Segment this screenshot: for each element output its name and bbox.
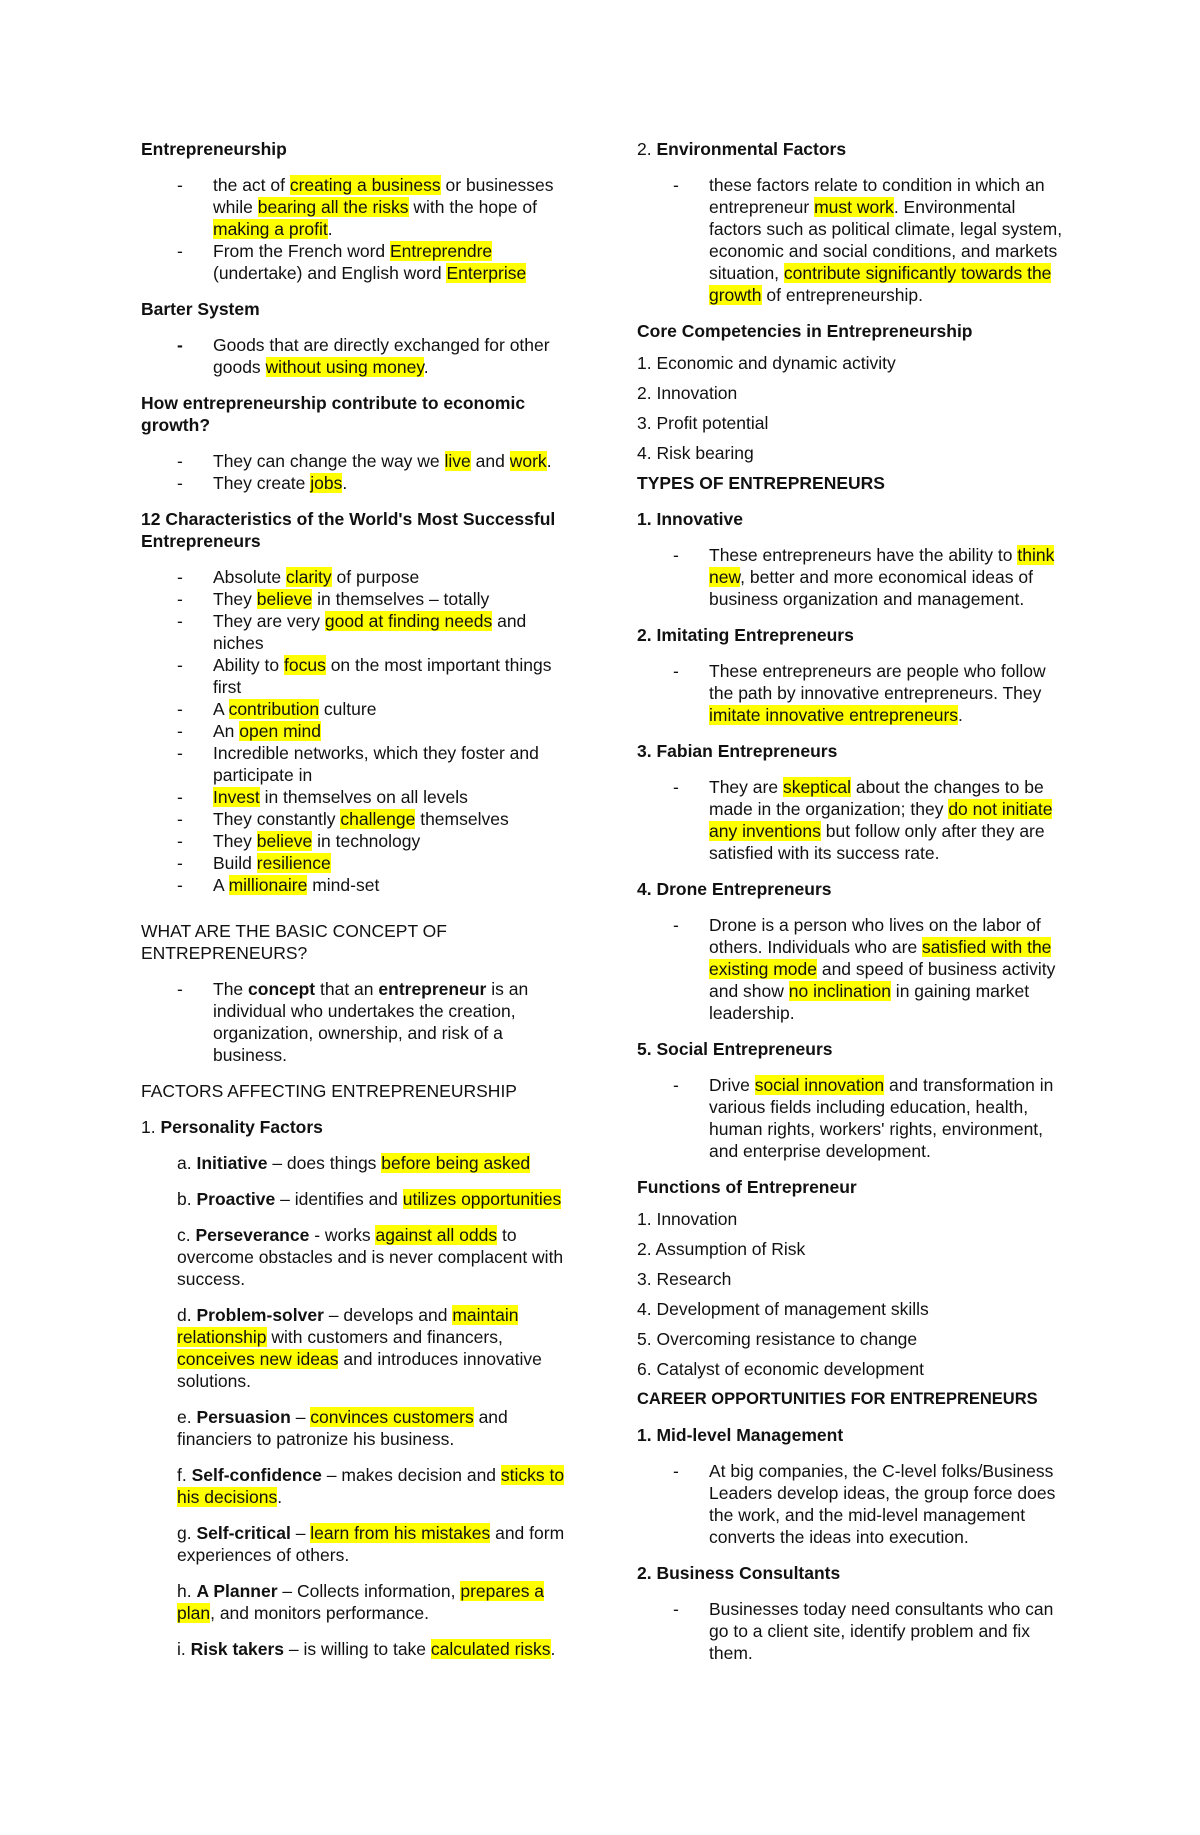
section-title-career: CAREER OPPORTUNITIES FOR ENTREPRENEURS <box>637 1390 1038 1408</box>
list-item: - A contribution culture <box>141 698 571 720</box>
list-item: - The concept that an entrepreneur is an individual who undertakes the creation, organization, ownership, and risk of a business. <box>141 978 571 1066</box>
barter-list <box>141 334 571 378</box>
core-item: 1. Economic and dynamic activity <box>637 353 896 373</box>
right-column <box>637 138 1067 1678</box>
core-item: 3. Profit potential <box>637 413 769 433</box>
list-item: - They are very good at finding needs and niches <box>141 610 571 654</box>
type-innovative-title: 1. Innovative <box>637 509 744 529</box>
list-item: - These entrepreneurs have the ability to think new, better and more economical ideas of business organization and management. <box>637 544 1067 610</box>
trait-item: a. Initiative – does things before being asked <box>177 1153 531 1173</box>
drone-list <box>637 914 1067 1024</box>
type-social-title: 5. Social Entrepreneurs <box>637 1039 833 1059</box>
list-item: - Drive social innovation and transformation in various fields including education, health, human rights, workers' rights, environment, and enterprise development. <box>637 1074 1067 1162</box>
trait-item: f. Self-confidence – makes decision and sticks to his decisions. <box>177 1465 565 1507</box>
social-list <box>637 1074 1067 1162</box>
list-item: - They can change the way we live and work. <box>141 450 571 472</box>
section-title-economic-growth: How entrepreneurship contribute to economic growth? <box>141 393 526 435</box>
list-item: - Incredible networks, which they foster and participate in <box>141 742 571 786</box>
environmental-list <box>637 174 1067 306</box>
innovative-list <box>637 544 1067 610</box>
list-item: - Invest in themselves on all levels <box>141 786 571 808</box>
list-item: - Goods that are directly exchanged for other goods without using money. <box>141 334 571 378</box>
type-fabian-title: 3. Fabian Entrepreneurs <box>637 741 838 761</box>
function-item: 3. Research <box>637 1269 732 1289</box>
list-item: - They create jobs. <box>141 472 571 494</box>
core-item: 2. Innovation <box>637 383 738 403</box>
list-item: - They constantly challenge themselves <box>141 808 571 830</box>
trait-item: e. Persuasion – convinces customers and financiers to patronize his business. <box>177 1407 508 1449</box>
list-item: - Drone is a person who lives on the labor of others. Individuals who are satisfied with the existing mode and speed of business activity and show no inclination in gaining market leadership. <box>637 914 1067 1024</box>
list-item: - An open mind <box>141 720 571 742</box>
type-imitating-title: 2. Imitating Entrepreneurs <box>637 625 854 645</box>
trait-item: b. Proactive – identifies and utilizes opportunities <box>177 1189 562 1209</box>
section-title-barter: Barter System <box>141 299 260 319</box>
basic-concept-heading: WHAT ARE THE BASIC CONCEPT OF ENTREPRENEURS? <box>141 921 447 963</box>
core-item: 4. Risk bearing <box>637 443 754 463</box>
section-title-characteristics: 12 Characteristics of the World's Most Successful Entrepreneurs <box>141 509 556 551</box>
function-item: 2. Assumption of Risk <box>637 1239 806 1259</box>
function-item: 6. Catalyst of economic development <box>637 1359 924 1379</box>
function-item: 5. Overcoming resistance to change <box>637 1329 918 1349</box>
section-title-entrepreneurship: Entrepreneurship <box>141 139 287 159</box>
section-title-environmental: 2. Environmental Factors <box>637 139 847 159</box>
career-mid-level-title: 1. Mid-level Management <box>637 1425 844 1445</box>
factors-heading: FACTORS AFFECTING ENTREPRENEURSHIP <box>141 1081 517 1101</box>
list-item: - They are skeptical about the changes to be made in the organization; they do not initiate any inventions but follow only after they are satisfied with its success rate. <box>637 776 1067 864</box>
list-item: - From the French word Entreprendre (undertake) and English word Enterprise <box>141 240 571 284</box>
entrepreneurship-list <box>141 174 571 284</box>
fabian-list <box>637 776 1067 864</box>
list-item: - A millionaire mind-set <box>141 874 571 896</box>
list-item: - Build resilience <box>141 852 571 874</box>
list-item: - Absolute clarity of purpose <box>141 566 571 588</box>
consultants-list <box>637 1598 1067 1664</box>
economic-growth-list <box>141 450 571 494</box>
list-item: - Ability to focus on the most important things first <box>141 654 571 698</box>
function-item: 1. Innovation <box>637 1209 738 1229</box>
trait-item: d. Problem-solver – develops and maintain relationship with customers and financers, conceives new ideas and introduces innovative solutions. <box>177 1305 542 1391</box>
characteristics-list <box>141 566 571 896</box>
list-item: - These entrepreneurs are people who follow the path by innovative entrepreneurs. They imitate innovative entrepreneurs. <box>637 660 1067 726</box>
section-title-core-competencies: Core Competencies in Entrepreneurship <box>637 321 973 341</box>
left-column <box>141 138 571 1674</box>
trait-item: i. Risk takers – is willing to take calculated risks. <box>177 1639 556 1659</box>
section-title-types: TYPES OF ENTREPRENEURS <box>637 473 885 493</box>
list-item: - They believe in themselves – totally <box>141 588 571 610</box>
personality-factors-heading: 1. Personality Factors <box>141 1117 323 1137</box>
list-item: - At big companies, the C-level folks/Business Leaders develop ideas, the group force does the work, and the mid-level management converts the ideas into execution. <box>637 1460 1067 1548</box>
type-drone-title: 4. Drone Entrepreneurs <box>637 879 832 899</box>
basic-concept-list <box>141 978 571 1066</box>
trait-item: c. Perseverance - works against all odds to overcome obstacles and is never complacent with success. <box>177 1225 564 1289</box>
imitating-list <box>637 660 1067 726</box>
career-consultants-title: 2. Business Consultants <box>637 1563 841 1583</box>
trait-item: h. A Planner – Collects information, prepares a plan, and monitors performance. <box>177 1581 545 1623</box>
list-item: - the act of creating a business or businesses while bearing all the risks with the hope of making a profit. <box>141 174 571 240</box>
mid-level-list <box>637 1460 1067 1548</box>
list-item: - these factors relate to condition in which an entrepreneur must work. Environmental factors such as political climate, legal system, economic and social conditions, and markets situation, contribute significantly towards the growth of entrepreneurship. <box>637 174 1067 306</box>
trait-item: g. Self-critical – learn from his mistakes and form experiences of others. <box>177 1523 565 1565</box>
list-item: - Businesses today need consultants who can go to a client site, identify problem and fix them. <box>637 1598 1067 1664</box>
function-item: 4. Development of management skills <box>637 1299 929 1319</box>
section-title-functions: Functions of Entrepreneur <box>637 1177 857 1197</box>
list-item: - They believe in technology <box>141 830 571 852</box>
